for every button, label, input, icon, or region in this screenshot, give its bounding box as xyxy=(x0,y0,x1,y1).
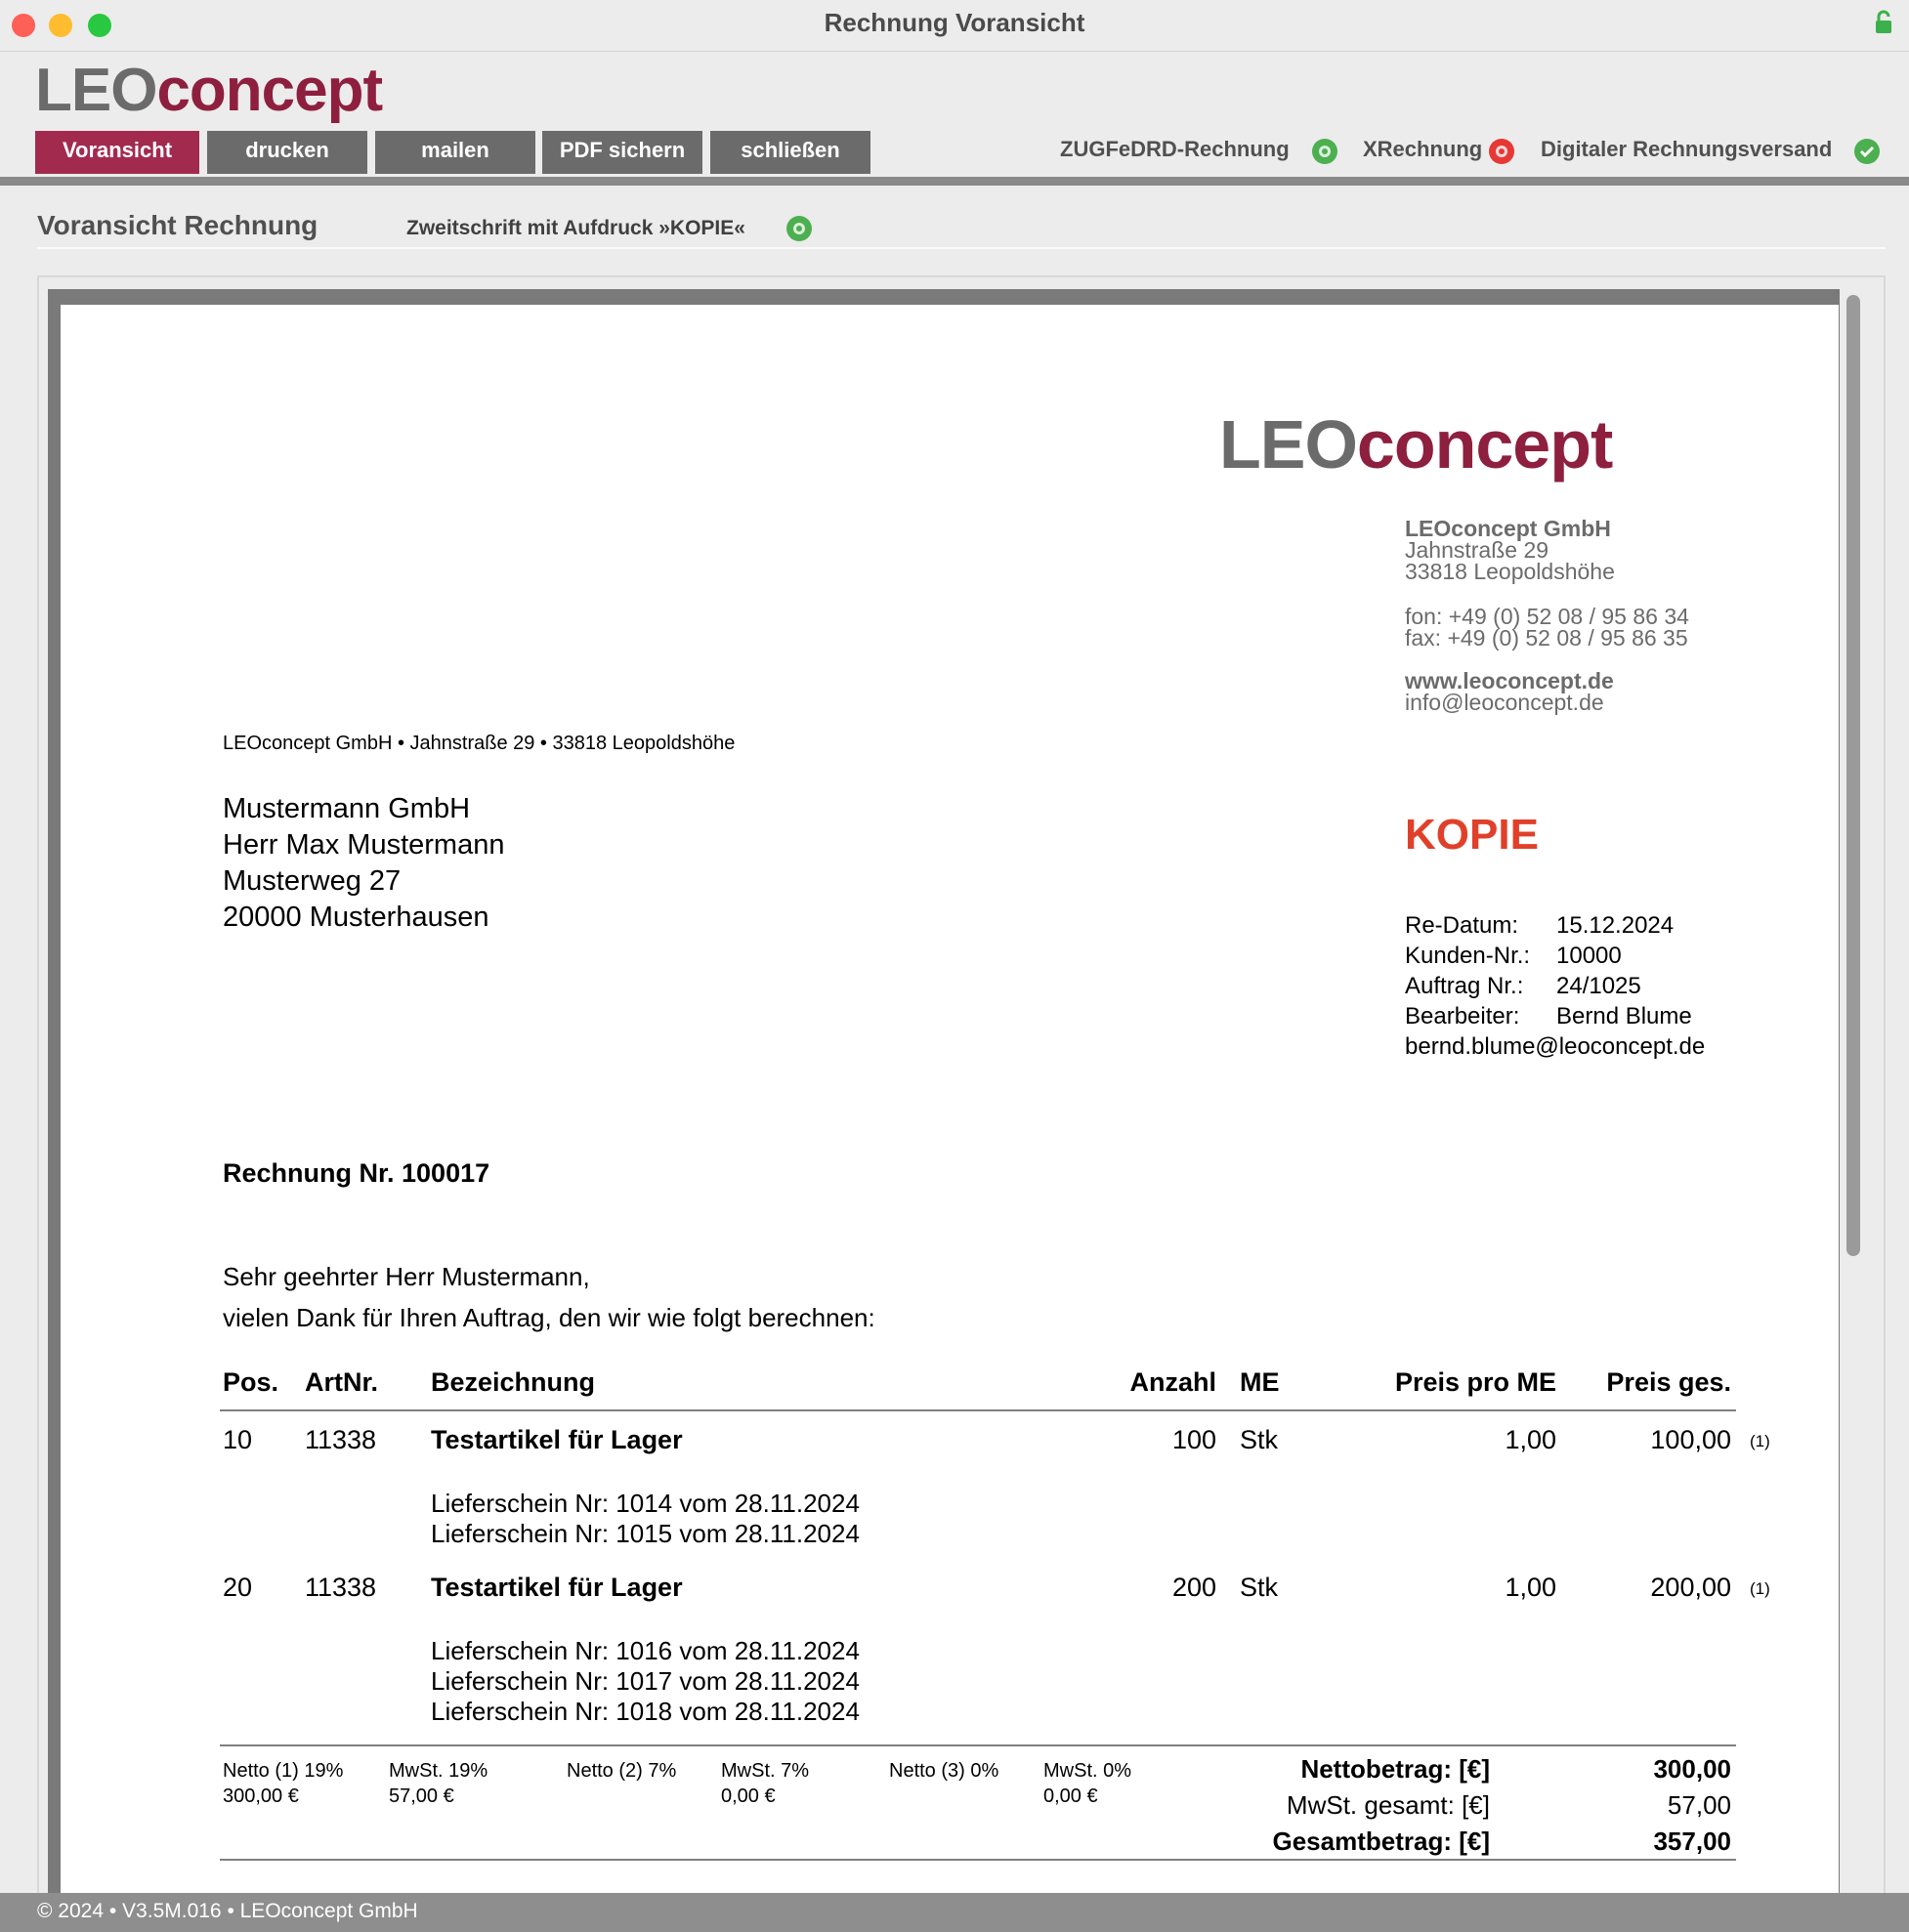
section-title: Voransicht Rechnung xyxy=(37,210,318,240)
tax-label: Netto (3) 0% xyxy=(889,1760,999,1782)
meta-email: bernd.blume@leoconcept.de xyxy=(1405,1033,1706,1060)
recipient-line: Herr Max Mustermann xyxy=(223,829,505,861)
meta-label: Auftrag Nr.: xyxy=(1405,973,1524,999)
totals-top-line xyxy=(220,1744,1736,1746)
document-page xyxy=(61,305,1839,1893)
totals-labels xyxy=(1221,1751,1490,1860)
sender-city: 33818 Leopoldshöhe xyxy=(1405,559,1615,584)
row-artnr: 11338 xyxy=(305,1573,377,1602)
invoice-meta xyxy=(1405,910,1705,1062)
footer-text: © 2024 • V3.5M.016 • LEOconcept GmbH xyxy=(37,1900,418,1922)
section-divider xyxy=(37,247,1886,249)
tax-label: Netto (2) 7% xyxy=(567,1760,677,1782)
vat-total-label: MwSt. gesamt: [€] xyxy=(1286,1790,1490,1820)
totals-values xyxy=(1544,1751,1731,1860)
tax-value: 0,00 € xyxy=(1043,1785,1098,1807)
totals-bottom-line xyxy=(220,1859,1736,1861)
sender-phone: fon: +49 (0) 52 08 / 95 86 34 xyxy=(1405,604,1689,629)
row-pos: 20 xyxy=(223,1573,253,1602)
row-unit: Stk xyxy=(1240,1425,1279,1454)
tax-cell xyxy=(721,1758,809,1809)
row-unit: Stk xyxy=(1240,1573,1279,1602)
invoice-title: Rechnung Nr. 100017 xyxy=(223,1158,490,1188)
check-icon[interactable] xyxy=(1854,139,1880,164)
col-header-description: Bezeichnung xyxy=(431,1367,596,1397)
zugferd-label: ZUGFeDRD-Rechnung xyxy=(1060,137,1290,161)
row-quantity: 100 xyxy=(1171,1425,1216,1454)
tax-cell xyxy=(223,1758,343,1809)
delivery-note: Lieferschein Nr: 1017 vom 28.11.2024 xyxy=(431,1666,860,1696)
tax-label: Netto (1) 19% xyxy=(223,1760,344,1782)
col-header-quantity: Anzahl xyxy=(1129,1367,1216,1397)
row-description: Testartikel für Lager xyxy=(431,1425,683,1454)
row-total: 100,00 xyxy=(1650,1425,1731,1454)
copy-option-label: Zweitschrift mit Aufdruck »KOPIE« xyxy=(406,217,745,239)
delivery-note: Lieferschein Nr: 1015 vom 28.11.2024 xyxy=(431,1519,860,1548)
meta-label: Kunden-Nr.: xyxy=(1405,943,1531,969)
row-description: Testartikel für Lager xyxy=(431,1573,683,1602)
grand-total-label: Gesamtbetrag: [€] xyxy=(1272,1827,1490,1856)
col-header-unit-price: Preis pro ME xyxy=(1394,1367,1556,1397)
recipient-line: Musterweg 27 xyxy=(223,865,402,897)
recipient-address xyxy=(223,791,504,936)
close-button[interactable]: schließen xyxy=(710,131,870,174)
zugferd-toggle-icon[interactable] xyxy=(1312,139,1337,164)
row-tax-marker: (1) xyxy=(1750,1432,1770,1450)
recipient-line: 20000 Musterhausen xyxy=(223,902,489,933)
vat-total-value: 57,00 xyxy=(1667,1790,1731,1820)
app-logo: LEOconcept xyxy=(35,57,383,124)
row-tax-marker: (1) xyxy=(1750,1579,1770,1598)
row-notes xyxy=(431,1489,860,1549)
intro-text: vielen Dank für Ihren Auftrag, den wir wie folgt berechnen: xyxy=(223,1303,875,1332)
digital-dispatch-label: Digitaler Rechnungsversand xyxy=(1541,137,1833,161)
greeting: Sehr geehrter Herr Mustermann, xyxy=(223,1262,590,1291)
tax-value: 0,00 € xyxy=(721,1785,776,1807)
header-divider xyxy=(0,177,1909,186)
preview-button[interactable]: Voransicht xyxy=(35,131,199,174)
copy-toggle-icon[interactable] xyxy=(786,216,812,241)
document-logo: LEOconcept xyxy=(1219,406,1613,483)
grand-total-value: 357,00 xyxy=(1653,1827,1731,1856)
net-total-label: Nettobetrag: [€] xyxy=(1300,1754,1490,1784)
mail-button[interactable]: mailen xyxy=(375,131,535,174)
row-unit-price: 1,00 xyxy=(1505,1425,1556,1454)
tax-label: MwSt. 19% xyxy=(389,1760,488,1782)
col-header-artnr: ArtNr. xyxy=(305,1367,379,1397)
tax-value: 300,00 € xyxy=(223,1785,299,1807)
meta-label: Re-Datum: xyxy=(1405,912,1519,939)
xrechnung-label: XRechnung xyxy=(1363,137,1483,161)
col-header-pos: Pos. xyxy=(223,1367,279,1397)
meta-value: 24/1025 xyxy=(1556,973,1641,999)
row-artnr: 11338 xyxy=(305,1425,377,1454)
meta-value: Bernd Blume xyxy=(1556,1003,1692,1029)
meta-value: 10000 xyxy=(1556,943,1622,969)
col-header-unit: ME xyxy=(1240,1367,1280,1397)
row-unit-price: 1,00 xyxy=(1505,1573,1556,1602)
tax-cell xyxy=(1043,1758,1131,1809)
save-pdf-button[interactable]: PDF sichern xyxy=(542,131,702,174)
row-notes xyxy=(431,1636,860,1727)
sender-street: Jahnstraße 29 xyxy=(1405,537,1549,563)
recipient-line: Mustermann GmbH xyxy=(223,793,471,824)
tax-cell xyxy=(889,1758,998,1784)
sender-company: LEOconcept GmbH xyxy=(1405,516,1611,541)
tax-cell xyxy=(389,1758,488,1809)
lock-icon xyxy=(1874,10,1893,40)
net-total-value: 300,00 xyxy=(1653,1754,1731,1784)
col-header-total: Preis ges. xyxy=(1606,1367,1731,1397)
print-button[interactable]: drucken xyxy=(207,131,367,174)
delivery-note: Lieferschein Nr: 1016 vom 28.11.2024 xyxy=(431,1636,860,1665)
sender-line: LEOconcept GmbH • Jahnstraße 29 • 33818 Leopoldshöhe xyxy=(223,733,736,754)
row-pos: 10 xyxy=(223,1425,253,1454)
row-quantity: 200 xyxy=(1171,1573,1216,1602)
meta-label: Bearbeiter: xyxy=(1405,1003,1520,1029)
tax-cell xyxy=(567,1758,676,1784)
delivery-note: Lieferschein Nr: 1014 vom 28.11.2024 xyxy=(431,1489,860,1518)
sender-email: info@leoconcept.de xyxy=(1405,690,1604,715)
vertical-scrollbar[interactable] xyxy=(1846,295,1860,1256)
meta-value: 15.12.2024 xyxy=(1556,912,1675,939)
sender-web: www.leoconcept.de xyxy=(1405,668,1614,693)
xrechnung-toggle-icon[interactable] xyxy=(1489,139,1514,164)
tax-label: MwSt. 0% xyxy=(1043,1760,1132,1782)
copy-stamp: KOPIE xyxy=(1405,811,1539,859)
tax-value: 57,00 € xyxy=(389,1785,454,1807)
delivery-note: Lieferschein Nr: 1018 vom 28.11.2024 xyxy=(431,1697,860,1726)
row-total: 200,00 xyxy=(1650,1573,1731,1602)
sender-fax: fax: +49 (0) 52 08 / 95 86 35 xyxy=(1405,625,1688,651)
window-title: Rechnung Voransicht xyxy=(824,8,1085,37)
tax-label: MwSt. 7% xyxy=(721,1760,810,1782)
table-header-line xyxy=(220,1409,1736,1411)
